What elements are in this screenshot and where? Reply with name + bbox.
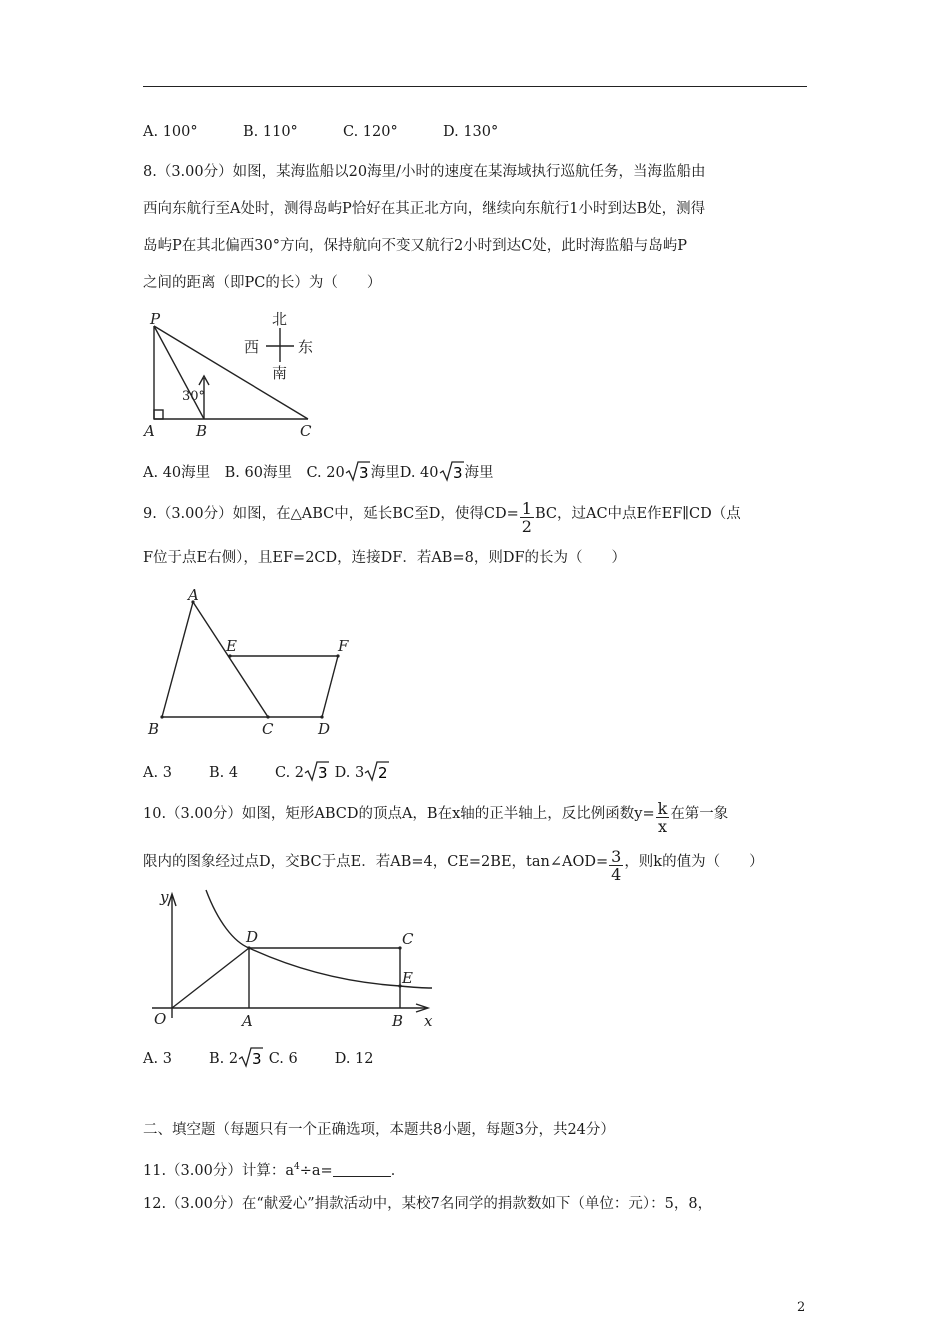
q9-option-c: C. 2 3 [275,765,330,781]
q8-option-a: A. 40海里 [143,465,211,481]
q10-label-x: x [424,1012,433,1030]
q9-options [143,760,390,783]
q8-options [143,460,494,483]
q7-option-c: C. 120° [343,124,398,140]
page-number: 2 [797,1300,806,1315]
q9-option-a: A. 3 [143,765,172,781]
q8-label-a: A [144,422,155,440]
q7-options [143,122,498,142]
compass-east: 东 [298,338,314,356]
q10-fraction-3-over-4: $\frac{3}{4}$ [611,847,622,884]
sqrt-symbol [238,1046,264,1069]
q9-label-d: D [318,720,331,738]
q8-line-3: 岛屿P在其北偏西30°方向，保持航向不变又航行2小时到达C处，此时海监船与岛屿P [143,238,688,254]
q9-d-radicand: 2 [378,764,388,782]
q7-option-b: B. 110° [243,124,298,140]
q10-options [143,1046,374,1069]
q8-line-4: 之间的距离（即PC的长）为（ ） [143,275,382,291]
q10-fraction-k-over-x: $\frac{k}{x}$ [657,799,668,836]
q9-label-a: A [188,586,199,604]
q8-d-radicand: 3 [452,464,463,482]
q8-line-1: 8.（3.00分）如图，某海监船以20海里/小时的速度在某海域执行巡航任务，当海监船由 [143,164,706,180]
q8-option-c: C. 20 3 海里 [306,465,399,481]
q10-label-b: B [392,1012,404,1030]
q8-c-radicand: 3 [358,464,369,482]
q10-line-1: 10.（3.00分）如图，矩形ABCD的顶点A，B在x轴的正半轴上，反比例函数y= $\frac{k}{x}$ 在第一象 [143,799,729,836]
sqrt-symbol [439,460,465,483]
q8-label-angle: 30° [182,389,206,404]
q10-label-c: C [402,930,414,948]
q10-option-b: B. 2 3 [209,1051,264,1067]
q8-label-b: B [196,422,208,440]
q8-option-b: B. 60海里 [224,465,292,481]
compass-west: 西 [244,338,260,356]
q9-label-e: E [226,637,237,655]
q10-line-2: 限内的图象经过点D，交BC于点E．若AB=4，CE=2BE，tan∠AOD= $\frac{3}{4}$ ，则k的值为（ ） [143,847,764,884]
q9-label-f: F [338,637,349,655]
q9-option-d: D. 3 2 [335,765,391,781]
q9-label-c: C [262,720,274,738]
sqrt-symbol [345,460,371,483]
q10-b-radicand: 3 [252,1050,262,1068]
q7-option-a: A. 100° [143,124,198,140]
q7-option-d: D. 130° [443,124,499,140]
q11-line: 11.（3.00分）计算：$a^4\div a=$ ． [143,1162,406,1179]
q9-label-b: B [148,720,160,738]
q12-line: 12.（3.00分）在“献爱心”捐款活动中，某校7名同学的捐款数如下（单位：元）：5，8， [143,1196,713,1212]
q10-label-d: D [246,928,259,946]
q9-line-2: F位于点E右侧），且EF=2CD，连接DF．若AB=8，则DF的长为（ ） [143,550,627,566]
q8-label-p: P [150,310,161,328]
sqrt-symbol [364,760,390,783]
q8-option-d: D. 40 3 海里 [400,465,494,481]
header-rule [143,86,807,87]
compass-south: 南 [272,364,288,382]
sqrt-symbol [304,760,330,783]
q10-label-y: y [160,888,169,906]
q8-compass [240,306,320,382]
q8-label-c: C [300,422,312,440]
q9-fraction: $\frac{1}{2}$ [521,499,532,536]
compass-north: 北 [272,310,288,328]
q9-figure [140,584,370,744]
q10-label-e: E [402,969,413,987]
q8-line-2: 西向东航行至A处时，测得岛屿P恰好在其正北方向，继续向东航行1小时到达B处，测得 [143,201,706,217]
q11-answer-blank[interactable] [333,1162,391,1177]
q10-option-d: D. 12 [334,1051,374,1067]
q9-c-radicand: 3 [318,764,328,782]
q10-option-c: C. 6 [268,1051,298,1067]
q9-line-1: 9.（3.00分）如图，在△ABC中，延长BC至D，使得CD= $\frac{1}{2}$ BC，过AC中点E作EF∥CD（点 [143,499,741,536]
q10-label-o: O [154,1010,167,1028]
q10-label-a: A [242,1012,253,1030]
section-2-title: 二、填空题（每题只有一个正确选项，本题共8小题，每题3分，共24分） [143,1122,615,1138]
q10-option-a: A. 3 [143,1051,172,1067]
q10-figure [148,884,448,1034]
q9-option-b: B. 4 [209,765,239,781]
